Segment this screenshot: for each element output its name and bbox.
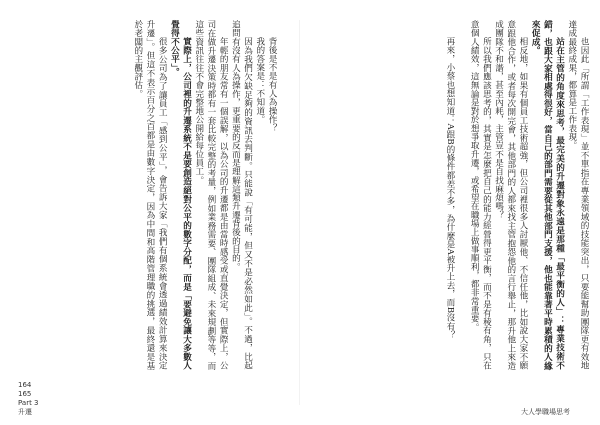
paragraph: 所以我們應該思考的，其實是怎麼把自己的能力經營得更平衡，而不是有稜有角，只在意個人績效，這無論是對於想爭取升遷，或希望在職場上做事順利，都非常重要。 xyxy=(469,20,492,370)
right-page xyxy=(300,0,600,425)
part-label: Part 3 xyxy=(18,399,39,407)
emphasis-paragraph: 站在主管的角度來思考，最完美的升遷對象永遠是那種「最平衡的人」：專業技術不錯，也跟大家相處得很好，當自己的部門需要從其他部門支援，他也能靠著平時累積的人緣來促成。 xyxy=(530,20,565,370)
paragraph: 再來，小蔡也想知道：A跟B的條件都差不多，為什麼是A被升上去，而B沒有？ xyxy=(444,37,455,340)
paragraph: 相反地，如果有個員工技術超強，但公司裡很多人討厭他、不信任他，比如說大家不願意跟他合作，或者每次開完會，其他部門的人都來找主管抱怨他的言行舉止，那升他上來造成團隊不和諧，甚至內耗，主管豈不是自找麻煩嗎？ xyxy=(493,20,528,370)
paragraph: 因為我們欠缺足夠的資訊去判斷。只能說「有可能，但又不是必然如此」。不過，比起追問有沒有人為操作，更重要的反而是理解這類升遷背後的目的。 xyxy=(230,20,253,370)
page-number: 165 xyxy=(18,390,32,398)
paragraph: 很多公司為了讓員工「感到公平」，會告訴大家「我們有個系統會透過績效計算來決定升遷」。但這不表示百分之百都是由數字決定，因為中間和高階管理職的挑選，最終還是基於老闆的主觀評估。 xyxy=(132,20,168,370)
paragraph: 年輕的朋友常有一個誤解，以為公司的升遷都是由當時感受或直覺決定，但實際上，公司在做升遷決策時都有一套比較完整的考量，例如業務需要、團隊組成、未來規劃等等，而這些資訊往往不會完整地公開給每位員工。 xyxy=(193,20,229,370)
paragraph: 背後是不是有人為操作？ xyxy=(267,37,277,133)
emphasis-paragraph: 實際上，公司裡的升遷系統不是要創造絕對公平的數字分配，而是「要避免讓大多數人覺得不公平」。 xyxy=(169,20,192,370)
page-number: 164 xyxy=(18,381,32,389)
paragraph: 也因此「所謂「工作表現」並不單指在專業領域的技能突出，只要能幫助團隊更有效地達成最終成果，都算是工作表現。 xyxy=(566,20,589,370)
left-page-body xyxy=(16,20,278,370)
chapter-label: 升遷 xyxy=(18,408,32,416)
paragraph: 我的答案是：不知道。 xyxy=(254,37,265,124)
right-page-body xyxy=(328,20,590,370)
left-page-footer xyxy=(18,381,39,417)
running-head: 大人學職場思考 xyxy=(521,408,570,416)
